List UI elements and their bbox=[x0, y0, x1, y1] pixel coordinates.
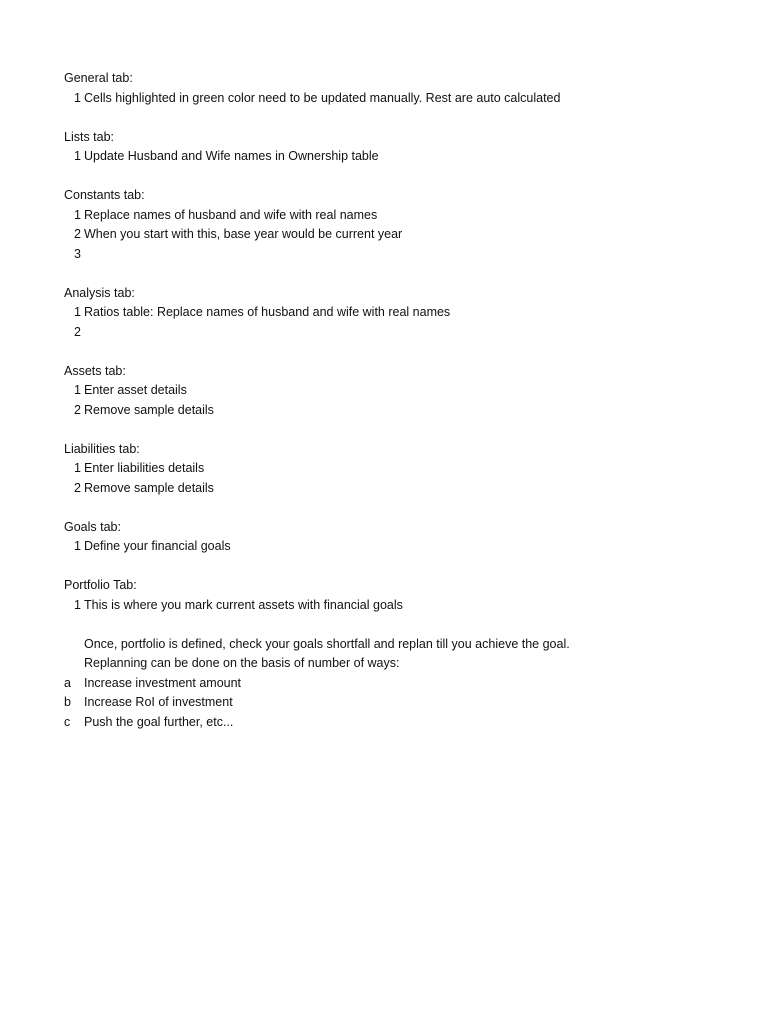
step-row bbox=[0, 225, 768, 245]
section-heading-row bbox=[0, 186, 768, 206]
option-letter: b bbox=[64, 695, 71, 709]
section-heading-row bbox=[0, 440, 768, 460]
step-row bbox=[0, 479, 768, 499]
option-row bbox=[0, 713, 768, 733]
step-number: 2 bbox=[74, 227, 81, 241]
option-text: Push the goal further, etc... bbox=[84, 714, 234, 729]
section-heading: Constants tab: bbox=[64, 188, 145, 202]
section-heading: Liabilities tab: bbox=[64, 441, 140, 456]
blank-row bbox=[0, 557, 768, 577]
step-row bbox=[0, 245, 768, 265]
section-heading-row bbox=[0, 69, 768, 89]
step-text: Define your financial goals bbox=[84, 539, 231, 553]
step-text: When you start with this, base year would be current year bbox=[84, 227, 403, 241]
blank-row bbox=[0, 342, 768, 362]
step-number: 1 bbox=[74, 539, 81, 553]
step-row bbox=[0, 401, 768, 421]
note-text: Once, portfolio is defined, check your goals shortfall and replan till you achieve the goal. bbox=[84, 636, 570, 651]
section-heading: Lists tab: bbox=[64, 129, 115, 144]
section-heading-row bbox=[0, 128, 768, 148]
note-row bbox=[0, 635, 768, 655]
step-row bbox=[0, 303, 768, 323]
step-text: Remove sample details bbox=[84, 402, 214, 417]
step-number: 1 bbox=[74, 597, 81, 612]
step-row bbox=[0, 206, 768, 226]
step-text: Ratios table: Replace names of husband and wife with real names bbox=[84, 305, 451, 319]
step-number: 2 bbox=[74, 402, 81, 417]
step-number: 2 bbox=[74, 480, 81, 495]
step-row bbox=[0, 596, 768, 616]
note-row bbox=[0, 654, 768, 674]
section-heading-row bbox=[0, 284, 768, 304]
step-row bbox=[0, 147, 768, 167]
step-text: Cells highlighted in green color need to be updated manually. Rest are auto calculated bbox=[84, 90, 561, 105]
step-row bbox=[0, 89, 768, 109]
section-heading: General tab: bbox=[64, 71, 133, 85]
section-heading-row bbox=[0, 576, 768, 596]
blank-row bbox=[0, 498, 768, 518]
instructions-sheet bbox=[0, 69, 768, 732]
step-number: 3 bbox=[74, 246, 81, 261]
option-row bbox=[0, 674, 768, 694]
step-number: 2 bbox=[74, 324, 81, 339]
step-number: 1 bbox=[74, 383, 81, 397]
blank-row bbox=[0, 167, 768, 187]
section-heading: Goals tab: bbox=[64, 519, 121, 534]
step-text: Enter asset details bbox=[84, 383, 187, 397]
step-number: 1 bbox=[74, 461, 81, 475]
step-text: Enter liabilities details bbox=[84, 461, 205, 475]
option-text: Increase investment amount bbox=[84, 675, 242, 690]
note-text: Replanning can be done on the basis of number of ways: bbox=[84, 656, 400, 670]
step-number: 1 bbox=[74, 90, 81, 105]
blank-row bbox=[0, 420, 768, 440]
section-heading: Assets tab: bbox=[64, 363, 126, 378]
step-text: Replace names of husband and wife with real names bbox=[84, 207, 378, 222]
step-text: Remove sample details bbox=[84, 480, 214, 495]
option-text: Increase RoI of investment bbox=[84, 695, 233, 709]
step-text: This is where you mark current assets with financial goals bbox=[84, 597, 403, 612]
section-heading-row bbox=[0, 518, 768, 538]
blank-row bbox=[0, 264, 768, 284]
step-text: Update Husband and Wife names in Ownership table bbox=[84, 149, 379, 163]
option-row bbox=[0, 693, 768, 713]
step-number: 1 bbox=[74, 305, 81, 319]
step-row bbox=[0, 537, 768, 557]
section-heading-row bbox=[0, 362, 768, 382]
section-heading: Portfolio Tab: bbox=[64, 578, 137, 592]
section-heading: Analysis tab: bbox=[64, 285, 135, 300]
option-letter: c bbox=[64, 714, 71, 729]
blank-row bbox=[0, 615, 768, 635]
blank-row bbox=[0, 108, 768, 128]
step-row bbox=[0, 381, 768, 401]
step-row bbox=[0, 459, 768, 479]
option-letter: a bbox=[64, 675, 71, 690]
step-number: 1 bbox=[74, 207, 81, 222]
step-number: 1 bbox=[74, 149, 81, 163]
step-row bbox=[0, 323, 768, 343]
